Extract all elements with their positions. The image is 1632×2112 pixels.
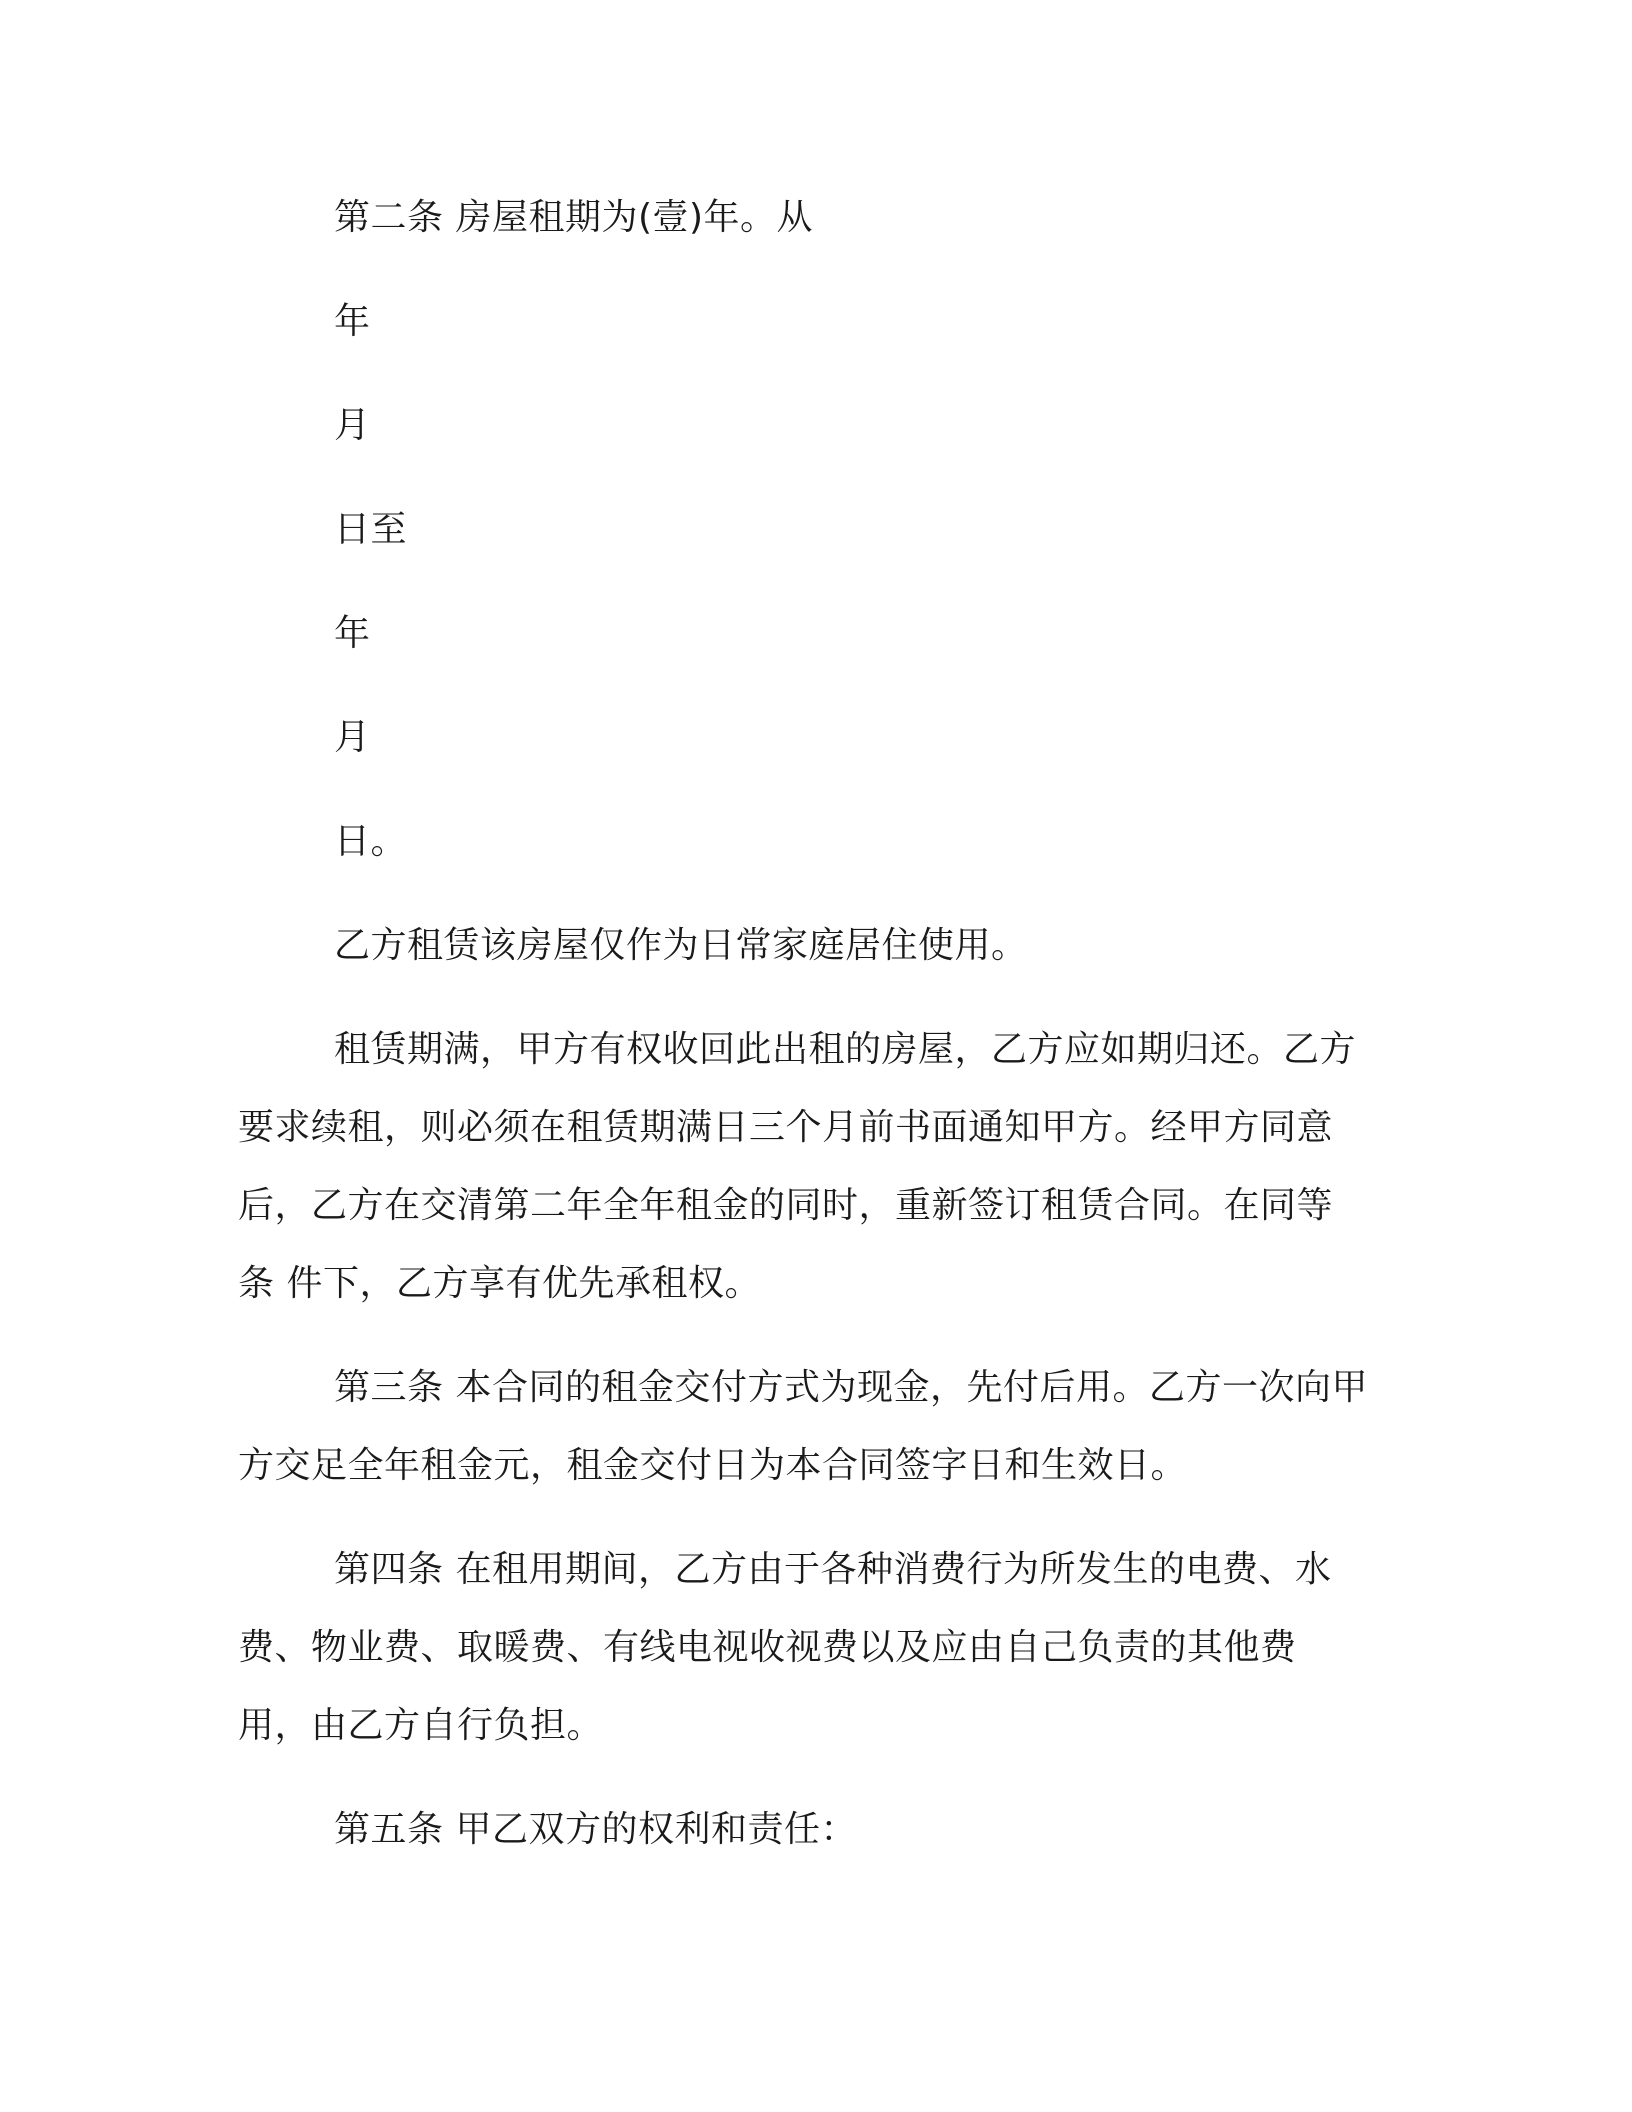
renewal-line-3: 后，乙方在交清第二年全年租金的同时，重新签订租赁合同。在同等	[238, 1185, 1334, 1226]
article-2-heading: 第二条 房屋租期为(壹)年。从	[334, 197, 814, 238]
renewal-line-4: 条 件下，乙方享有优先承租权。	[238, 1263, 761, 1304]
article-3-line-2: 方交足全年租金元，租金交付日为本合同签字日和生效日。	[238, 1445, 1188, 1486]
article-4-line-3: 用，由乙方自行负担。	[238, 1705, 604, 1746]
date-part-year-start: 年	[334, 301, 371, 342]
article-3-line-1: 第三条 本合同的租金交付方式为现金，先付后用。乙方一次向甲	[334, 1367, 1368, 1408]
date-part-year-end: 年	[334, 613, 371, 654]
renewal-line-2: 要求续租，则必须在租赁期满日三个月前书面通知甲方。经甲方同意	[238, 1107, 1334, 1148]
usage-paragraph: 乙方租赁该房屋仅作为日常家庭居住使用。	[334, 925, 1028, 966]
date-part-month-end: 月	[334, 717, 371, 758]
article-5-heading: 第五条 甲乙双方的权利和责任：	[334, 1809, 857, 1850]
date-part-day-end: 日。	[334, 821, 408, 862]
date-part-day-start: 日至	[334, 509, 408, 550]
article-4-line-2: 费、物业费、取暖费、有线电视收视费以及应由自己负责的其他费	[238, 1627, 1297, 1668]
renewal-line-1: 租赁期满，甲方有权收回此出租的房屋，乙方应如期归还。乙方	[334, 1029, 1357, 1070]
date-part-month-start: 月	[334, 405, 371, 446]
article-4-line-1: 第四条 在租用期间，乙方由于各种消费行为所发生的电费、水	[334, 1549, 1332, 1590]
